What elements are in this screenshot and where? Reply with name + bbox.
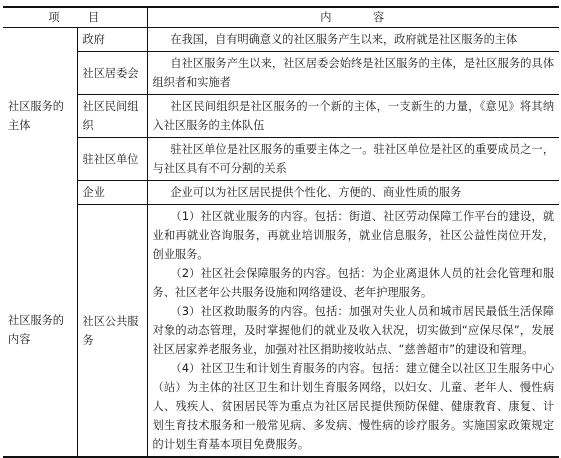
content-text: 企业可以为社区居民提供个性化、方便的、商业性质的服务 <box>170 186 462 199</box>
content-paragraph: （4）社区卫生和计划生育服务的内容。包括：建立健全以社区卫生服务中心（站）为主体的社区卫生和计划生育服务网络，以妇女、儿童、老年人、慢性病人、残疾人、贫困居民等为重点为社区居民提供预防保健、健康教育、康复、计划生育技术服务和一般常见病、多发病、慢性病的诊疗服务。实施国家政策规定的计划生育基本项目免费服务。 <box>152 362 555 451</box>
table-row <box>3 181 559 205</box>
subject-cell: 政府 <box>77 28 147 52</box>
table-row <box>3 138 559 181</box>
content-paragraph: （2）社区社会保障服务的内容。包括：为企业离退休人员的社会化管理和服务、社区老年公共服务设施和网络建设、老年护理服务。 <box>152 267 555 299</box>
content-text: 社区民间组织是社区服务的一个新的主体，一支新生的力量，《意见》将其纳入社区服务的主体队伍 <box>152 100 555 132</box>
subject-cell: 驻社区单位 <box>77 138 147 181</box>
header-item: 项 目 <box>3 7 147 28</box>
content-cell <box>147 28 559 52</box>
subject-cell: 社区民间组织 <box>77 95 147 138</box>
category-cell: 社区服务的内容 <box>3 205 77 458</box>
content-cell <box>147 95 559 138</box>
subject-cell: 企业 <box>77 181 147 205</box>
content-text: 自社区服务产生以来，社区居委会始终是社区服务的主体，是社区服务的具体组织者和实施者 <box>152 57 555 89</box>
content-text: 驻社区单位是社区服务的重要主体之一。驻社区单位是社区的重要成员之一，与社区具有不可分割的关系 <box>152 143 555 175</box>
table-header-row <box>3 7 559 28</box>
header-content: 内 容 <box>147 7 559 28</box>
category-cell: 社区服务的主体 <box>3 28 77 205</box>
table-row <box>3 95 559 138</box>
subject-cell: 社区公共服务 <box>77 205 147 458</box>
content-paragraph: （3）社区救助服务的内容。包括：加强对失业人员和城市居民最低生活保障对象的动态管理，及时掌握他们的就业及收入状况，切实做到“应保尽保”，发展社区居家养老服务业，加强对社区捐助接收站点、“慈善超市”的建设和管理。 <box>152 305 555 356</box>
table-row <box>3 205 559 458</box>
subject-cell: 社区居委会 <box>77 52 147 95</box>
table-row <box>3 52 559 95</box>
table-row <box>3 28 559 52</box>
content-table <box>3 6 559 458</box>
content-cell <box>147 138 559 181</box>
content-text: 在我国，自有明确意义的社区服务产生以来，政府就是社区服务的主体 <box>170 33 518 46</box>
content-cell <box>147 205 559 458</box>
content-cell <box>147 181 559 205</box>
content-cell <box>147 52 559 95</box>
content-paragraph: （1）社区就业服务的内容。包括：街道、社区劳动保障工作平台的建设，就业和再就业咨询服务，再就业培训服务，就业信息服务，社区公益性岗位开发，创业服务。 <box>152 210 555 261</box>
